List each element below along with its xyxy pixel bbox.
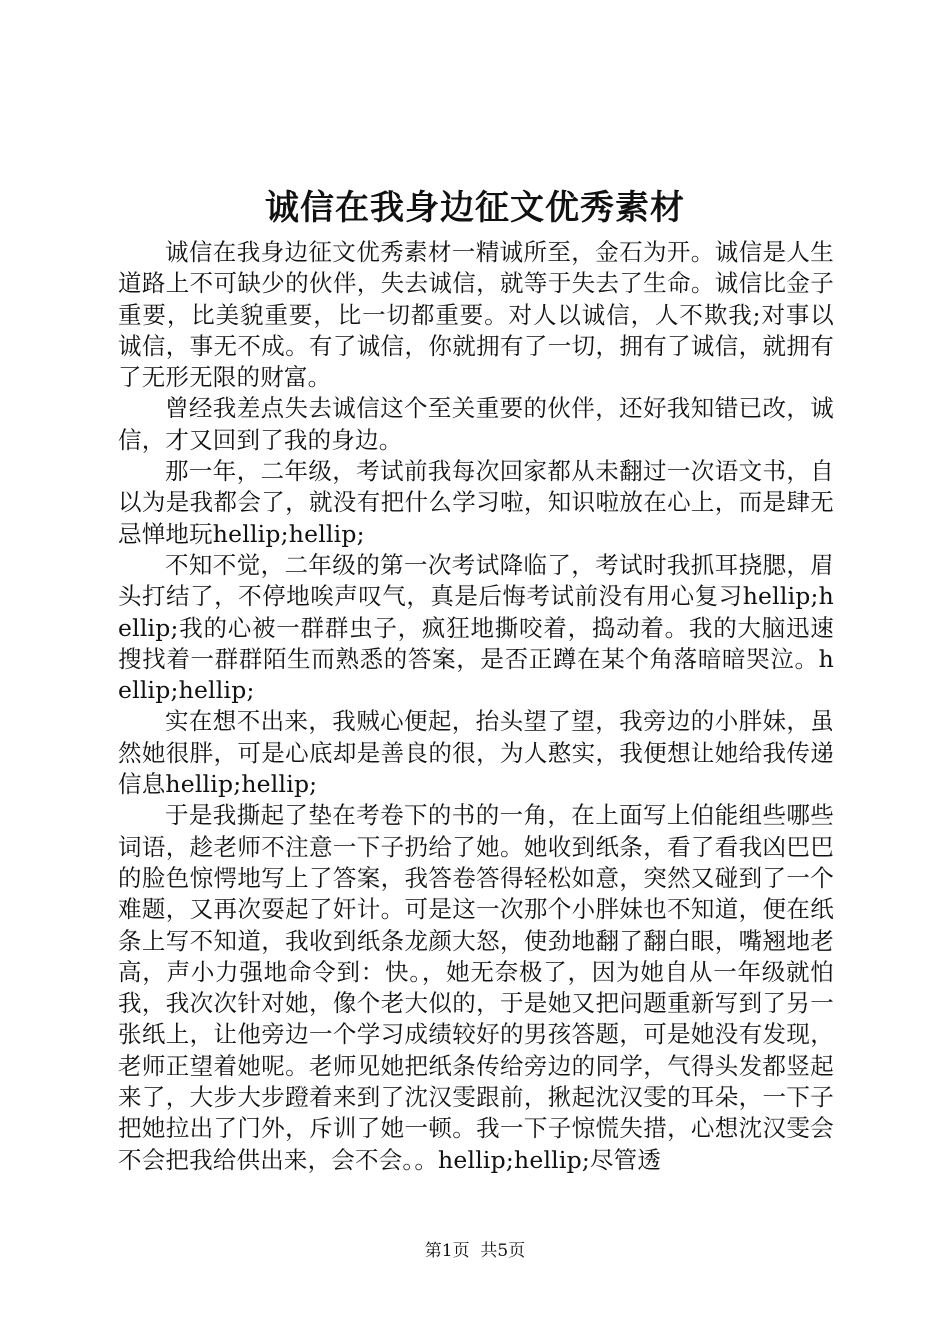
page-footer — [0, 1240, 950, 1262]
paragraph-6: 于是我撕起了垫在考卷下的书的一角，在上面写上伯能组些哪些词语，趁老师不注意一下子扔给了她。她收到纸条，看了看我凶巴巴的脸色惊愕地写上了答案，我答卷答得轻松如意，突然又碰到了一个难题，又再次耍起了奸计。可是这一次那个小胖妹也不知道，便在纸条上写不知道，我收到纸条龙颜大怒，使劲地翻了翻白眼，嘴翘地老高，声小力强地命令到：快。，她无奈极了，因为她自从一年级就怕我，我次次针对她，像个老大似的，于是她又把问题重新写到了另一张纸上，让他旁边一个学习成绩较好的男孩答题，可是她没有发现，老师正望着她呢。老师见她把纸条传给旁边的同学，气得头发都竖起来了，大步大步蹬着来到了沈汉雯跟前，揪起沈汉雯的耳朵，一下子把她拉出了门外，斥训了她一顿。我一下子惊慌失措，心想沈汉雯会不会把我给供出来，会不会。。hellip;hellip;尽管透 — [118, 801, 834, 1174]
paragraph-4: 不知不觉，二年级的第一次考试降临了，考试时我抓耳挠腮，眉头打结了，不停地唉声叹气，真是后悔考试前没有用心复习hellip;hellip;我的心被一群群虫子，疯狂地撕咬着，捣动着。我的大脑迅速搜找着一群群陌生而熟悉的答案，是否正蹲在某个角落暗暗哭泣。hellip;hellip; — [118, 550, 834, 705]
paragraph-1: 诚信在我身边征文优秀素材一精诚所至，金石为开。诚信是人生道路上不可缺少的伙伴，失去诚信，就等于失去了生命。诚信比金子重要，比美貌重要，比一切都重要。对人以诚信，人不欺我;对事以诚信，事无不成。有了诚信，你就拥有了一切，拥有了诚信，就拥有了无形无限的财富。 — [118, 238, 834, 392]
page-number: 第1页 — [424, 1241, 470, 1261]
document-title: 诚信在我身边征文优秀素材 — [265, 188, 685, 228]
paragraph-5: 实在想不出来，我贼心便起，抬头望了望，我旁边的小胖妹，虽然她很胖，可是心底却是善良的很，为人憨实，我便想让她给我传递信息hellip;hellip; — [118, 707, 834, 799]
paragraph-3: 那一年，二年级，考试前我每次回家都从未翻过一次语文书，自以为是我都会了，就没有把什么学习啦，知识啦放在心上，而是肆无忌惮地玩hellip;hellip; — [118, 457, 834, 548]
document-body — [118, 237, 834, 1176]
paragraph-2: 曾经我差点失去诚信这个至关重要的伙伴，还好我知错已改，诚信，才又回到了我的身边。 — [118, 394, 834, 454]
page-total: 共5页 — [480, 1241, 526, 1261]
